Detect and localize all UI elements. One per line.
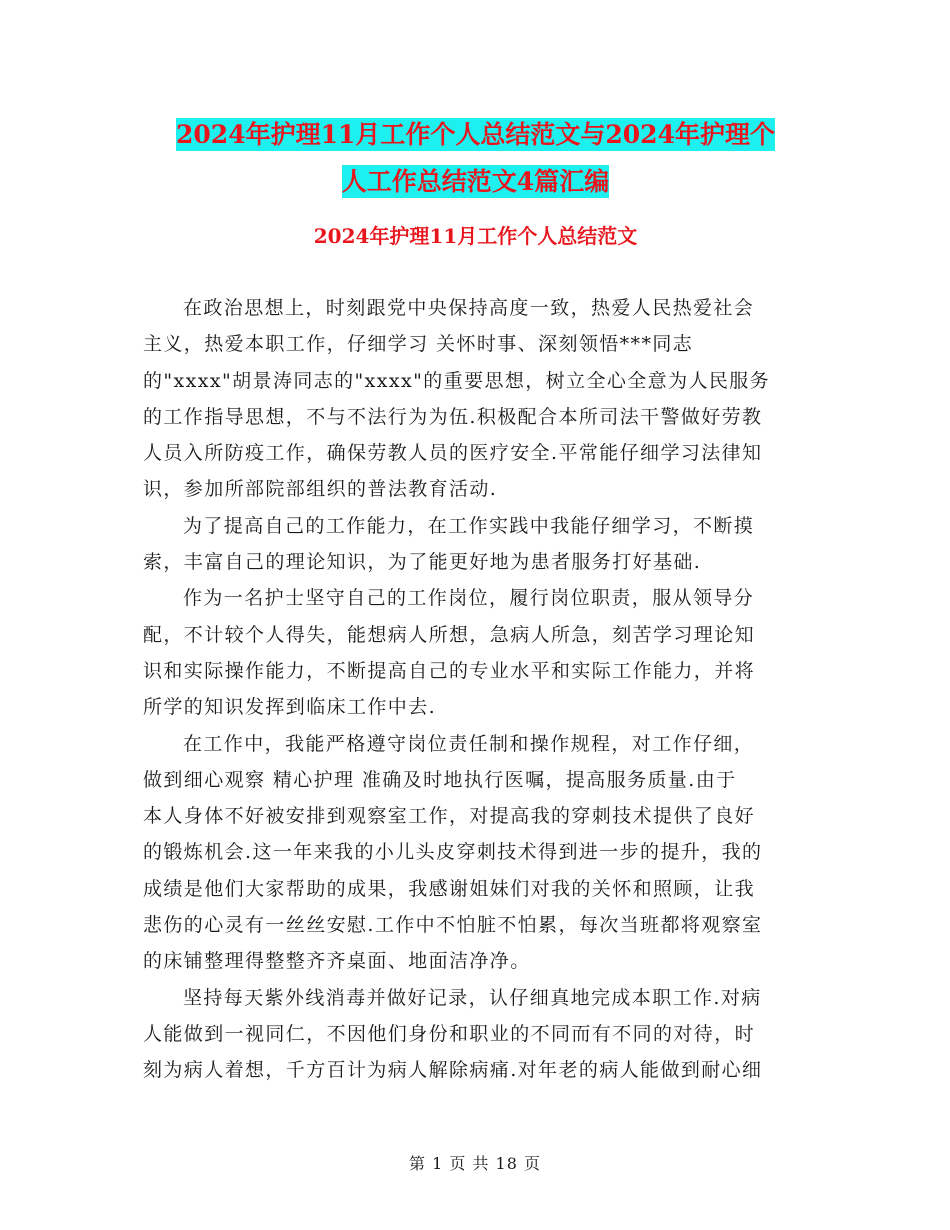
document-title [143,111,808,205]
body-text-line: 的工作指导思想，不与不法行为为伍.积极配合本所司法干警做好劳教 [143,405,763,428]
body-text-line: 的锻炼机会.这一年来我的小儿头皮穿刺技术得到进一步的提升，我的 [143,841,763,864]
body-text-line: 识，参加所部院部组织的普法教育活动. [143,478,498,501]
body-text-line: 本人身体不好被安排到观察室工作，对提高我的穿刺技术提供了良好 [143,805,756,828]
body-text-line: 配，不计较个人得失，能想病人所想，急病人所急，刻苦学习理论知 [143,623,756,646]
body-text-line: 坚持每天紫外线消毒并做好记录，认仔细真地完成本职工作.对病 [183,986,762,1009]
body-text-line: 在政治思想上，时刻跟党中央保持高度一致，热爱人民热爱社会 [183,297,755,319]
body-text-line: 做到细心观察 精心护理 准确及时地执行医嘱，提高服务质量.由于 [143,768,737,791]
document-title-line-1: 2024年护理11月工作个人总结范文与2024年护理个 [176,120,775,149]
body-text-line: 所学的知识发挥到临床工作中去. [143,696,437,719]
body-text-line: 识和实际操作能力，不断提高自己的专业水平和实际工作能力，并将 [143,659,756,682]
body-text-line: 的床铺整理得整整齐齐桌面、地面洁净净。 [143,950,531,973]
document-title-line-2: 人工作总结范文4篇汇编 [341,167,610,196]
body-text-line: 人能做到一视同仁，不因他们身份和职业的不同而有不同的对待，时 [143,1022,756,1045]
body-text-line: 的"xxxx"胡景涛同志的"xxxx"的重要思想，树立全心全意为人民服务 [143,369,771,392]
body-text-line: 成绩是他们大家帮助的成果，我感谢姐妹们对我的关怀和照顾，让我 [143,877,756,900]
section-title: 2024年护理11月工作个人总结范文 [313,224,638,248]
body-text-line: 主义，热爱本职工作，仔细学习 关怀时事、深刻领悟***同志 [143,333,694,356]
body-text-line: 索，丰富自己的理论知识，为了能更好地为患者服务打好基础. [143,551,702,574]
body-text-line: 作为一名护士坚守自己的工作岗位，履行岗位职责，服从领导分 [183,587,755,610]
body-text-line: 刻为病人着想，千方百计为病人解除病痛.对年老的病人能做到耐心细 [143,1059,763,1082]
body-text-line: 人员入所防疫工作，确保劳教人员的医疗安全.平常能仔细学习法律知 [143,442,763,465]
body-text-line: 悲伤的心灵有一丝丝安慰.工作中不怕脏不怕累，每次当班都将观察室 [143,914,763,937]
body-text-line: 在工作中，我能严格遵守岗位责任制和操作规程，对工作仔细， [183,732,755,755]
document-body [143,290,808,1089]
page-footer: 第 1 页 共 18 页 [409,1154,541,1173]
body-text-line: 为了提高自己的工作能力，在工作实践中我能仔细学习，不断摸 [183,514,755,537]
